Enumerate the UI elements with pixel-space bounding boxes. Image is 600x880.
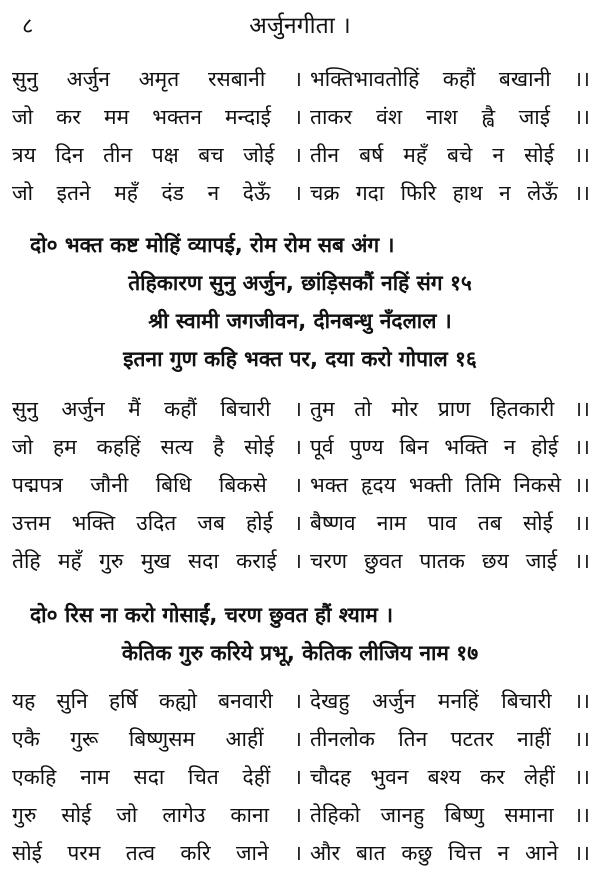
verse-half: सुनु अर्जुन अमृत रसबानी । (12, 67, 302, 91)
verse-half: सुनु अर्जुन मैं कहौं बिचारी । (12, 397, 302, 421)
verse-half: तुम तो मोर प्राण हितकारी ।। (310, 397, 590, 421)
doha-line: इतना गुण कहि भक्त पर, दया करो गोपाल १६ (123, 347, 477, 371)
verse-half: एकै गुरू बिष्णुसम आहीं । (12, 727, 302, 751)
running-title: अर्जुनगीता । (249, 13, 351, 39)
verse-line (12, 684, 590, 718)
verse-line (12, 62, 590, 96)
verse-line (12, 798, 590, 832)
verse-half: गुरु सोई जो लागेउ काना । (12, 803, 302, 827)
page-number: ८ (22, 14, 34, 39)
doha-line: केतिक गुरु करिये प्रभू, केतिक लीजिय नाम १७ (121, 641, 479, 665)
verse-half: एकहि नाम सदा चित देहीं । (12, 765, 302, 789)
verse-line (12, 430, 590, 464)
verse-line (12, 506, 590, 540)
verse-half: देखहु अर्जुन मनहिं बिचारी ।। (310, 689, 590, 713)
verse-line (12, 138, 590, 172)
verse-line (12, 392, 590, 426)
doha-line: दो० रिस ना करो गोसाईं, चरण छुवत हौं श्याम । (30, 603, 394, 627)
verse-line (12, 176, 590, 210)
verse-half: जो इतने महँ दंड न देऊँ । (12, 181, 302, 205)
verse-half: और बात कछु चित्त न आने ।। (310, 841, 590, 865)
verse-half: जो हम कहहिं सत्य है सोई । (12, 435, 302, 459)
verse-half: यह सुनि हर्षि कह्यो बनवारी । (12, 689, 302, 713)
page-header (0, 6, 600, 42)
verse-half: भक्त हृदय भक्ती तिमि निकसे ।। (310, 473, 590, 497)
verse-half: सोई परम तत्व करि जाने । (12, 841, 302, 865)
verse-line (12, 544, 590, 578)
verse-half: चौदह भुवन बश्य कर लेहीं ।। (310, 765, 590, 789)
verse-line (12, 722, 590, 756)
doha-line: श्री स्वामी जगजीवन, दीनबन्धु नँदलाल । (148, 309, 452, 333)
verse-half: ताकर वंश नाश ह्वै जाई ।। (310, 105, 590, 129)
doha-line: दो० भक्त कष्ट मोहिं व्यापई, रोम रोम सब अंग । (30, 233, 395, 257)
verse-half: पद्मपत्र जौनी बिधि बिकसे । (12, 473, 302, 497)
verse-line (12, 100, 590, 134)
verse-half: बैष्णव नाम पाव तब सोई ।। (310, 511, 590, 535)
verse-half: त्रय दिन तीन पक्ष बच जोई । (12, 143, 302, 167)
verse-half: पूर्व पुण्य बिन भक्ति न होई ।। (310, 435, 590, 459)
verse-half: जो कर मम भक्तन मन्दाई । (12, 105, 302, 129)
verse-half: तेहिको जानहु बिष्णु समाना ।। (310, 803, 590, 827)
verse-half: भक्तिभावतोहिं कहौं बखानी ।। (310, 67, 590, 91)
verse-half: तेहि महँ गुरु मुख सदा कराई । (12, 549, 302, 573)
verse-half: चक्र गदा फिरि हाथ न लेऊँ ।। (310, 181, 590, 205)
verse-line (12, 760, 590, 794)
verse-half: उत्तम भक्ति उदित जब होई । (12, 511, 302, 535)
verse-half: तीन बर्ष महँ बचे न सोई ।। (310, 143, 590, 167)
verse-half: तीनलोक तिन पटतर नाहीं ।। (310, 727, 590, 751)
verse-line (12, 836, 590, 870)
verse-half: चरण छुवत पातक छय जाई ।। (310, 549, 590, 573)
doha-line: तेहिकारण सुनु अर्जुन, छांड़िसकौं नहिं संग १५ (128, 271, 472, 295)
verse-line (12, 468, 590, 502)
